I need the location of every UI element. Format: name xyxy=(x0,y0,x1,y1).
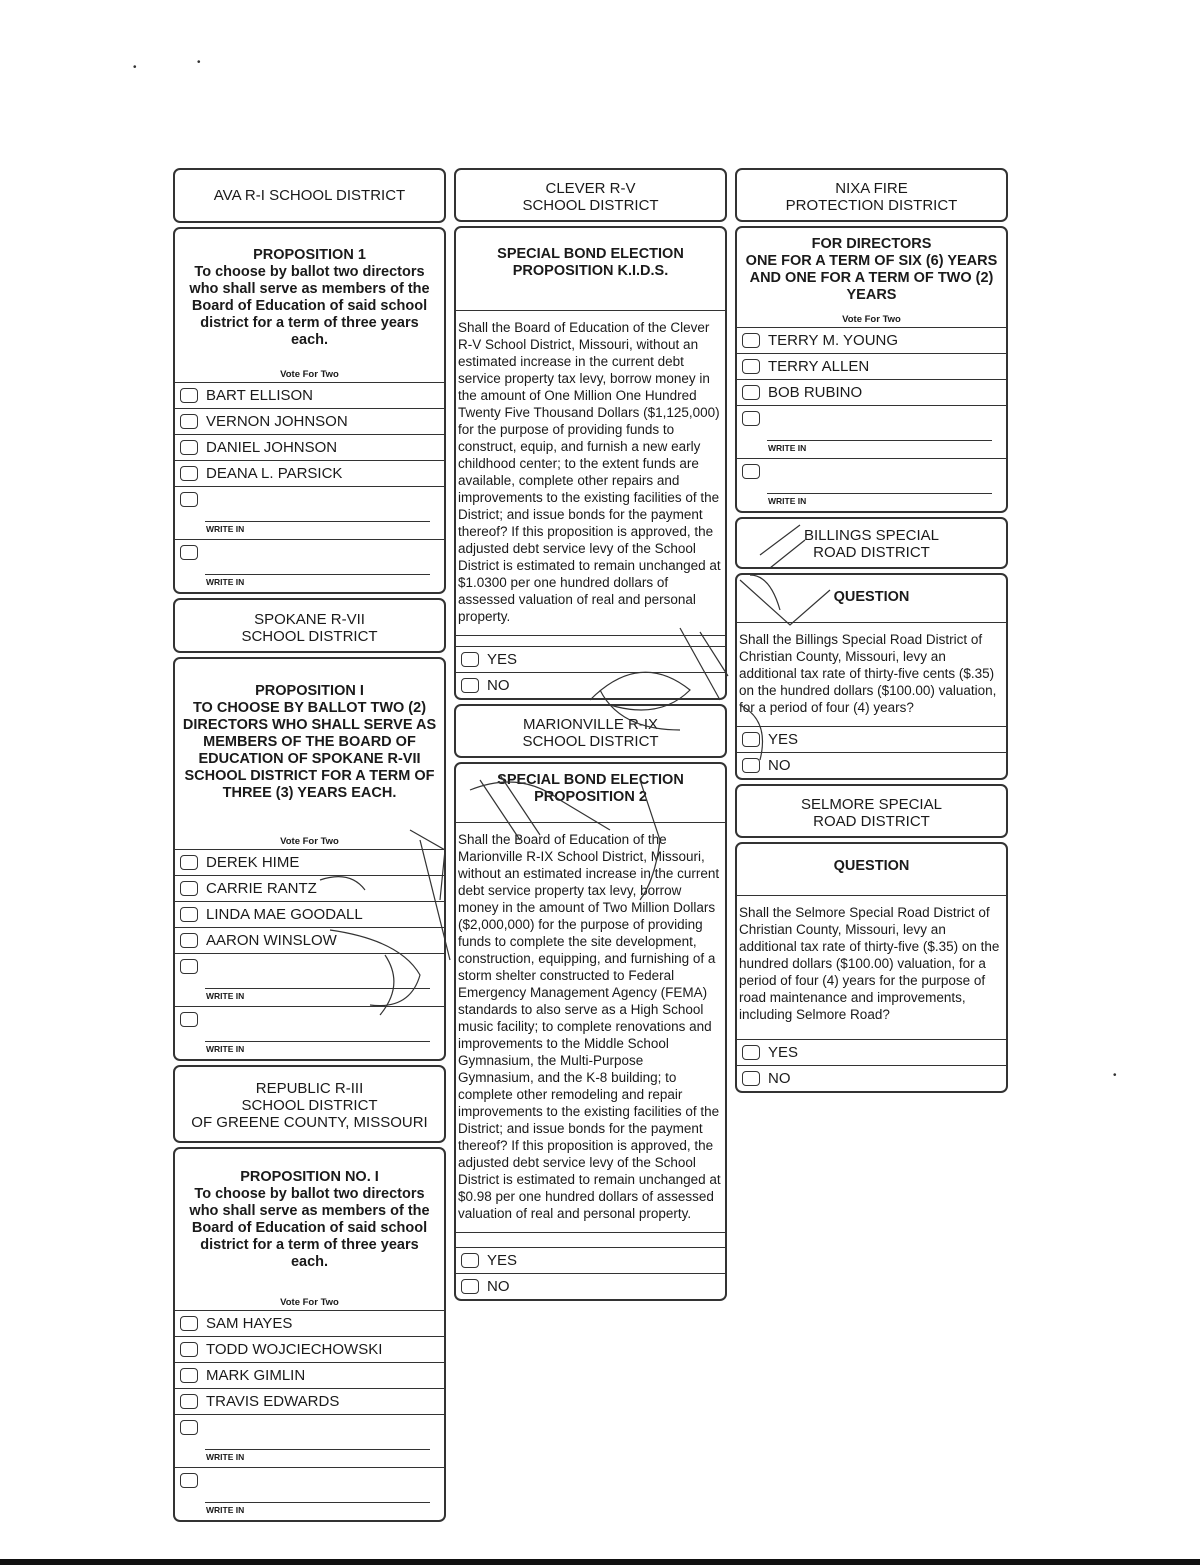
billings-header: BILLINGS SPECIAL ROAD DISTRICT xyxy=(803,527,940,561)
marionville-no-option[interactable]: NO xyxy=(456,1274,725,1299)
marionville-yes-option[interactable]: YES xyxy=(456,1248,725,1274)
spokane-write-in-2[interactable]: WRITE IN xyxy=(175,1007,444,1059)
billings-question-title: QUESTION xyxy=(833,589,910,605)
nixa-candidate-2[interactable]: TERRY ALLEN xyxy=(737,354,1006,380)
spokane-candidate-4[interactable]: AARON WINSLOW xyxy=(175,928,444,954)
spokane-candidate-2[interactable]: CARRIE RANTZ xyxy=(175,876,444,902)
clever-proposition-text: Shall the Board of Education of the Clever R-V School District, Missouri, without an estimated increase in the current debt service property tax levy, borrow money in the amount of One Million One Hundred Twenty Five Thousand Dollars ($1,125,000) for the purpose of providing funds to construct, equip, and furnish a new early childhood center; to the extent funds are available, complete other repairs and improvements to the existing facilities of the District; and issue bonds for the payment thereof? If this proposition is approved, the adjusted debt service levy of the School District is estimated to remain unchanged at $1.0300 per one hundred dollars of assessed valuation of real and personal property. xyxy=(456,311,725,636)
clever-proposition-title: SPECIAL BOND ELECTION PROPOSITION K.I.D.S. xyxy=(497,246,684,279)
page-bottom-edge xyxy=(0,1559,1200,1565)
nixa-vote-for: Vote For Two xyxy=(737,308,1006,328)
nixa-header: NIXA FIRE PROTECTION DISTRICT xyxy=(785,180,958,214)
ava-header: AVA R-I SCHOOL DISTRICT xyxy=(213,187,406,204)
scribble-stroke xyxy=(410,830,445,900)
spokane-header: SPOKANE R-VII SCHOOL DISTRICT xyxy=(241,611,378,645)
republic-proposition-title: PROPOSITION NO. I To choose by ballot two directors who shall serve as members of the Board of Education of said school district for a term of three years each. xyxy=(189,1169,430,1270)
republic-candidate-2[interactable]: TODD WOJCIECHOWSKI xyxy=(175,1337,444,1363)
selmore-header: SELMORE SPECIAL ROAD DISTRICT xyxy=(801,796,942,830)
scribble-stroke xyxy=(740,705,763,760)
marionville-header: MARIONVILLE R-IX SCHOOL DISTRICT xyxy=(522,716,659,750)
scribble-stroke xyxy=(740,580,830,625)
ava-candidate-1[interactable]: BART ELLISON xyxy=(175,383,444,409)
republic-candidate-4[interactable]: TRAVIS EDWARDS xyxy=(175,1389,444,1415)
scribble-stroke xyxy=(330,930,420,1006)
republic-header: REPUBLIC R-III SCHOOL DISTRICT OF GREENE COUNTY, MISSOURI xyxy=(191,1080,428,1131)
republic-write-in-1[interactable]: WRITE IN xyxy=(175,1415,444,1468)
marionville-proposition-text: Shall the Board of Education of the Marionville R-IX School District, Missouri, without an estimated increase in the current debt service property tax levy, borrow money in the amount of Two Million Dollars ($2,000,000) for the purpose of providing funds to complete the site development, construction, equipping, and furnishing of a storm shelter constructed to Federal Emergency Management Agency (FEMA) standards to also serve as a High School music facility; to complete renovations and improvements to the Middle School Gymnasium, the Multi-Purpose Gymnasium, and the K-8 building; to complete other remodeling and repair improvements to the existing facilities of the District; and issue bonds for the payment thereof? If this proposition is approved, the adjusted debt service levy of the School District is estimated to remain unchanged at $0.98 per one hundred dollars of assessed valuation of real and personal property. xyxy=(456,823,725,1233)
scribble-stroke xyxy=(420,840,450,960)
nixa-office-title: FOR DIRECTORS ONE FOR A TERM OF SIX (6) YEARS AND ONE FOR A TERM OF TWO (2) YEARS xyxy=(745,236,998,303)
scribble-stroke xyxy=(480,780,520,840)
spokane-write-in-1[interactable]: WRITE IN xyxy=(175,954,444,1007)
scribble-stroke xyxy=(470,782,610,830)
selmore-yes-option[interactable]: YES xyxy=(737,1040,1006,1066)
scribble-stroke xyxy=(680,628,720,700)
scribble-strokes xyxy=(320,525,830,1015)
ava-candidate-4[interactable]: DEANA L. PARSICK xyxy=(175,461,444,487)
republic-candidate-3[interactable]: MARK GIMLIN xyxy=(175,1363,444,1389)
selmore-question-text: Shall the Selmore Special Road District of Christian County, Missouri, levy an additional tax rate of thirty-five ($.35) on the hundred dollars ($100.00) valuation, for a period of four (4) years for the purpose of road maintenance and improvements, including Selmore Road? xyxy=(737,896,1006,1040)
billings-no-option[interactable]: NO xyxy=(737,753,1006,778)
scribble-stroke xyxy=(700,632,728,676)
spokane-candidate-1[interactable]: DEREK HIME xyxy=(175,850,444,876)
speck: • xyxy=(197,57,201,68)
marionville-proposition-title: SPECIAL BOND ELECTION PROPOSITION 2 xyxy=(497,772,684,805)
republic-write-in-2[interactable]: WRITE IN xyxy=(175,1468,444,1520)
nixa-candidate-3[interactable]: BOB RUBINO xyxy=(737,380,1006,406)
republic-vote-for: Vote For Two xyxy=(175,1277,444,1311)
selmore-question-title: QUESTION xyxy=(833,858,910,874)
billings-question-text: Shall the Billings Special Road District of Christian County, Missouri, levy an additional tax rate of thirty-five cents ($.35) on the hundred dollars ($100.00) valuation, for a period of four (4) years? xyxy=(737,623,1006,727)
scribble-stroke xyxy=(760,525,800,555)
ava-candidate-3[interactable]: DANIEL JOHNSON xyxy=(175,435,444,461)
nixa-write-in-2[interactable]: WRITE IN xyxy=(737,459,1006,511)
scribble-stroke xyxy=(320,877,365,890)
spokane-vote-for: Vote For Two xyxy=(175,808,444,850)
nixa-candidate-1[interactable]: TERRY M. YOUNG xyxy=(737,328,1006,354)
speck: • xyxy=(133,62,137,73)
ava-proposition-title: PROPOSITION 1 To choose by ballot two directors who shall serve as members of the Board of Education of said school district for a term of three years each. xyxy=(189,247,430,348)
nixa-write-in-1[interactable]: WRITE IN xyxy=(737,406,1006,459)
selmore-no-option[interactable]: NO xyxy=(737,1066,1006,1091)
spokane-candidate-3[interactable]: LINDA MAE GOODALL xyxy=(175,902,444,928)
speck: • xyxy=(1113,1070,1117,1081)
republic-candidate-1[interactable]: SAM HAYES xyxy=(175,1311,444,1337)
clever-yes-option[interactable]: YES xyxy=(456,647,725,673)
spokane-proposition-title: PROPOSITION I TO CHOOSE BY BALLOT TWO (2) DIRECTORS WHO SHALL SERVE AS MEMBERS OF THE BOARD OF EDUCATION OF SPOKANE R-VII SCHOOL DISTRICT FOR A TERM OF THREE (3) YEARS EACH. xyxy=(182,683,437,801)
ava-vote-for: Vote For Two xyxy=(175,355,444,383)
scribble-stroke xyxy=(590,672,690,710)
scribble-stroke xyxy=(640,780,660,900)
scribble-stroke xyxy=(500,775,540,835)
clever-header: CLEVER R-V SCHOOL DISTRICT xyxy=(522,180,659,214)
billings-yes-option[interactable]: YES xyxy=(737,727,1006,753)
ava-write-in-1[interactable]: WRITE IN xyxy=(175,487,444,540)
clever-no-option[interactable]: NO xyxy=(456,673,725,698)
ava-write-in-2[interactable]: WRITE IN xyxy=(175,540,444,592)
ava-candidate-2[interactable]: VERNON JOHNSON xyxy=(175,409,444,435)
